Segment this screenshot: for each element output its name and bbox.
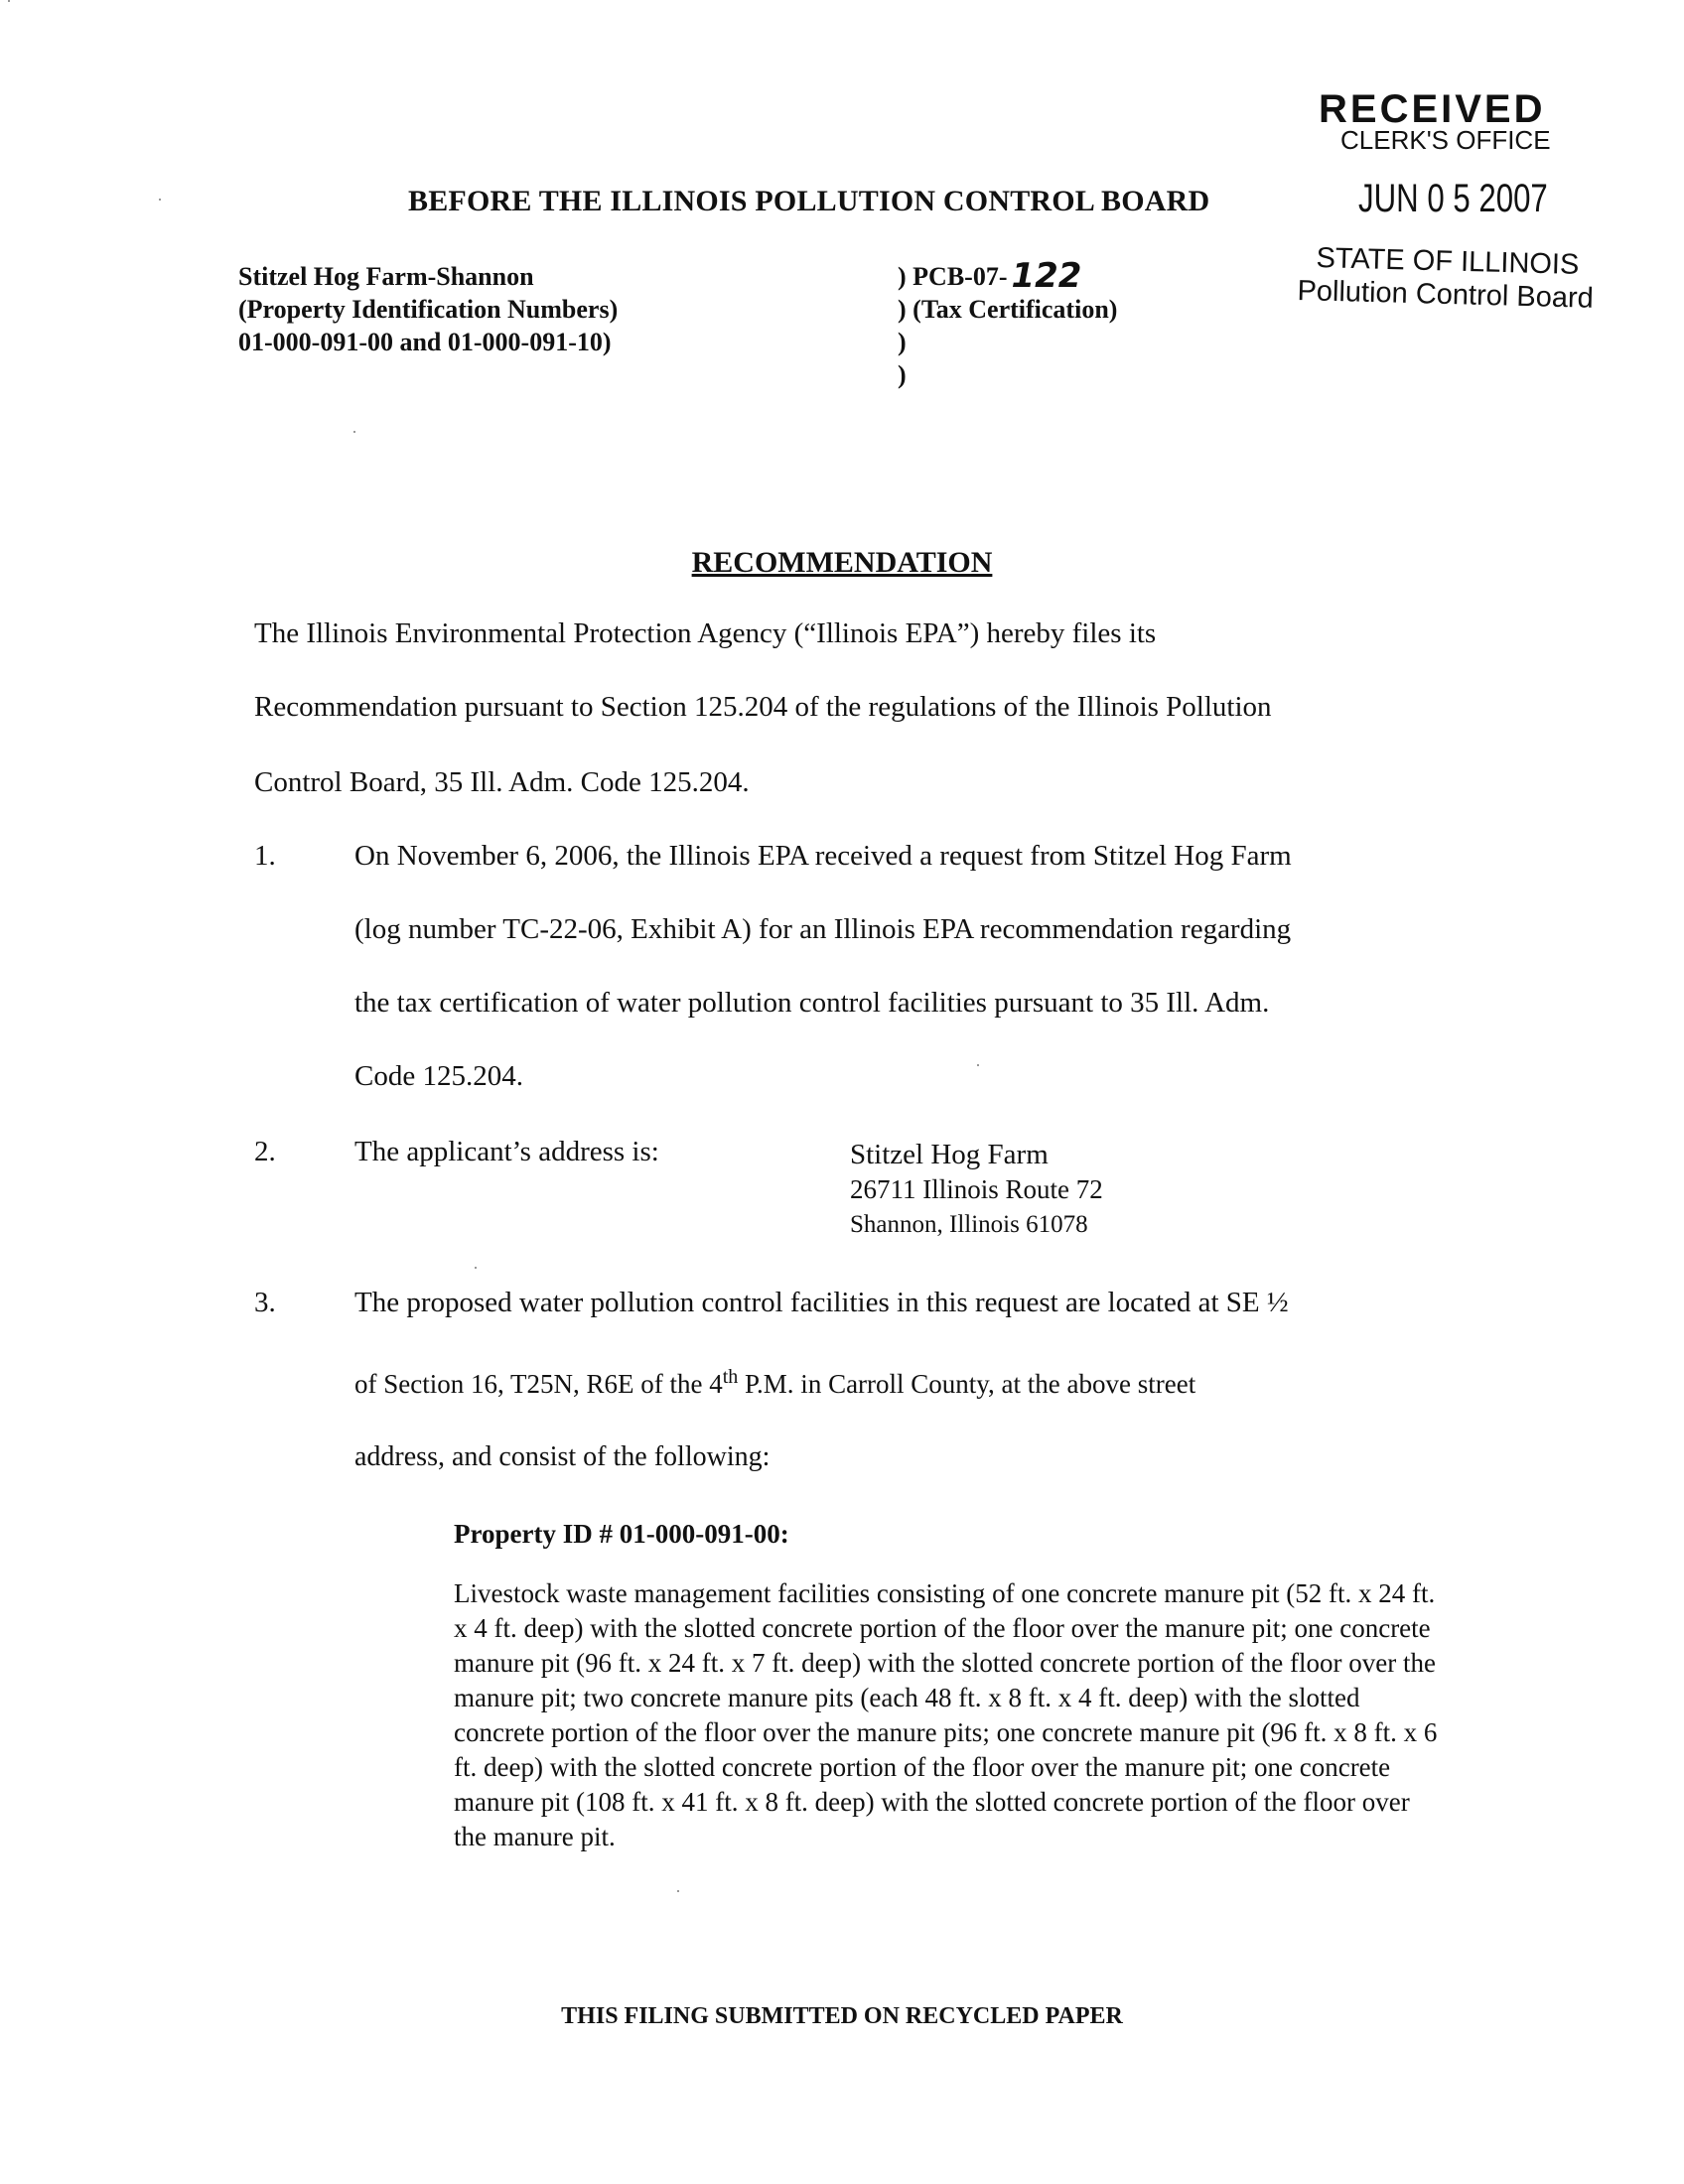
stamp-clerks-office: CLERK'S OFFICE	[1340, 125, 1551, 155]
board-title: BEFORE THE ILLINOIS POLLUTION CONTROL BOARD	[408, 185, 1210, 217]
facility-description: Livestock waste management facilities consisting of one concrete manure pit (52 ft. x 24 ft. x 4 ft. deep) with the slotted concrete portion of the floor over the manure pit; one concrete manure pit (96 ft. x 24 ft. x 7 ft. deep) with the slotted concrete portion of the floor over the manure pit; two concrete manure pits (each 48 ft. x 8 ft. x 4 ft. deep) with the slotted concrete portion of the floor over the manure pits; one concrete manure pit (96 ft. x 8 ft. x 6 ft. deep) with the slotted concrete portion of the floor over the manure pit; one concrete manure pit (108 ft. x 41 ft. x 8 ft. deep) with the slotted concrete portion of the floor over the manure pit.	[454, 1578, 1438, 1851]
item1-line: the tax certification of water pollution control facilities pursuant to 35 Ill. Adm.	[354, 987, 1270, 1019]
item1-line: Code 125.204.	[354, 1060, 523, 1092]
handwritten-case-number: 122	[1011, 256, 1082, 296]
case-number-line	[898, 256, 1117, 296]
address-line: 26711 Illinois Route 72	[850, 1174, 1103, 1204]
document-heading: RECOMMENDATION	[691, 546, 993, 579]
item1-line: On November 6, 2006, the Illinois EPA received a request from Stitzel Hog Farm	[354, 840, 1292, 872]
item1-line: (log number TC-22-06, Exhibit A) for an Illinois EPA recommendation regarding	[354, 913, 1292, 945]
intro-line: The Illinois Environmental Protection Agency (“Illinois EPA”) hereby files its	[254, 617, 1157, 649]
item-number: 3.	[254, 1287, 276, 1318]
address-line: Shannon, Illinois 61078	[850, 1211, 1088, 1238]
scan-speck	[353, 431, 355, 433]
intro-line: Control Board, 35 Ill. Adm. Code 125.204.	[254, 766, 750, 798]
caption-paren: )	[898, 360, 907, 389]
address-label: The applicant’s address is:	[354, 1136, 659, 1167]
item-number: 1.	[254, 840, 276, 872]
property-id-numbers: 01-000-091-00 and 01-000-091-10)	[238, 328, 612, 356]
stamp-received: RECEIVED	[1319, 87, 1546, 131]
petitioner-name: Stitzel Hog Farm-Shannon	[238, 262, 534, 291]
scan-speck	[159, 199, 161, 201]
applicant-address	[850, 1138, 1103, 1242]
property-id-heading: Property ID # 01-000-091-00:	[454, 1519, 789, 1549]
scan-speck	[977, 1064, 979, 1066]
recycled-paper-footer: THIS FILING SUBMITTED ON RECYCLED PAPER	[561, 2003, 1123, 2029]
case-caption-petitioner	[238, 260, 618, 358]
caption-paren: )	[898, 328, 907, 356]
intro-line: Recommendation pursuant to Section 125.204 of the regulations of the Illinois Pollution	[254, 691, 1272, 723]
stamp-date: JUN 0 5 2007	[1358, 177, 1548, 220]
address-line: Stitzel Hog Farm	[850, 1139, 1049, 1170]
case-caption-number	[898, 256, 1118, 391]
item3-line: of Section 16, T25N, R6E of the 4th P.M. in Carroll County, at the above street	[354, 1366, 1196, 1399]
scan-speck	[677, 1890, 679, 1892]
case-number-prefix: ) PCB-07-	[898, 262, 1008, 291]
stamp-board: Pollution Control Board	[1297, 275, 1595, 315]
stamp-state: STATE OF ILLINOIS	[1316, 242, 1580, 281]
scan-speck	[475, 1267, 477, 1269]
scan-speck	[8, 0, 10, 2]
case-type: ) (Tax Certification)	[898, 295, 1118, 324]
property-id-label: (Property Identification Numbers)	[238, 295, 619, 324]
item3-line: address, and consist of the following:	[354, 1441, 771, 1472]
item3-line: The proposed water pollution control facilities in this request are located at SE ½	[354, 1287, 1289, 1318]
item-number: 2.	[254, 1136, 276, 1167]
